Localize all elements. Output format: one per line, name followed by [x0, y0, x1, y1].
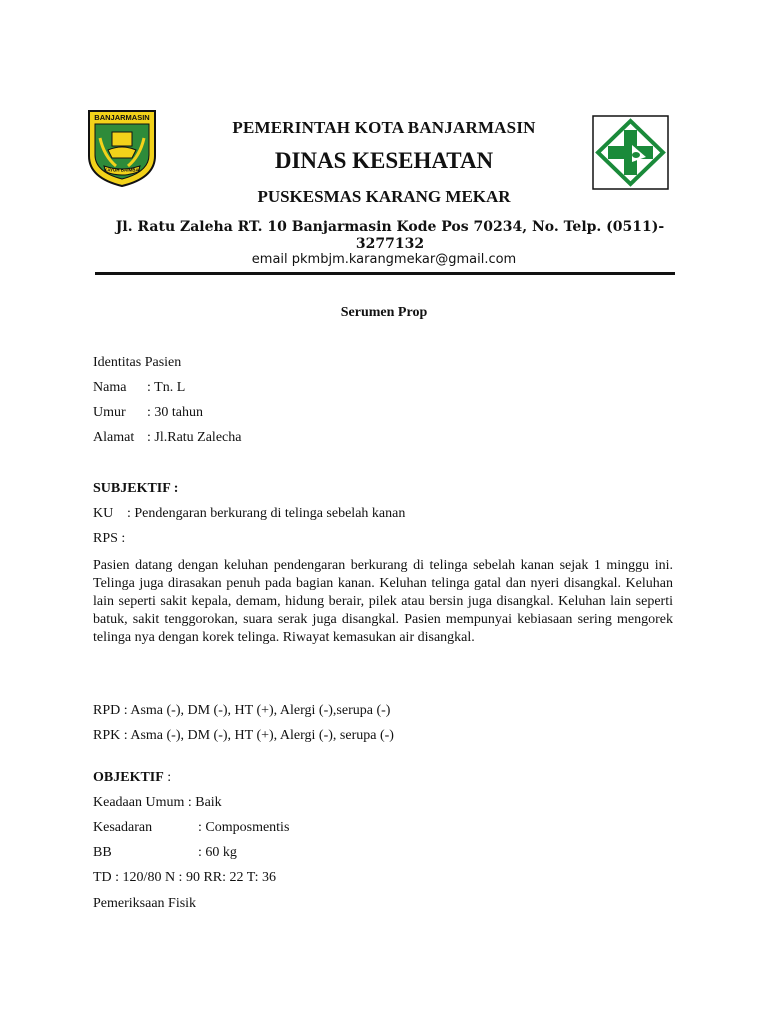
email-text: email pkmbjm.karangmekar@gmail.com: [251, 252, 517, 267]
objektif-heading: OBJEKTIF: [93, 770, 164, 785]
puskesmas-name: PUSKESMAS KARANG MEKAR: [257, 187, 511, 206]
subjektif-heading: SUBJEKTIF :: [93, 481, 179, 496]
kesadaran-value: : Composmentis: [198, 820, 290, 835]
name-value: : Tn. L: [147, 380, 186, 395]
document-title: Serumen Prop: [340, 305, 428, 320]
bb-row: [93, 845, 237, 861]
rpk-row: RPK : Asma (-), DM (-), HT (+), Alergi (-), serupa (-): [93, 728, 394, 743]
vitals-row: TD : 120/80 N : 90 RR: 22 T: 36: [93, 870, 276, 885]
objektif-heading-suffix: :: [163, 770, 172, 785]
address-text: Jl. Ratu Zaleha RT. 10 Banjarmasin Kode Pos 70234, No. Telp. (0511)- 3277132: [115, 219, 665, 252]
physical-exam-heading: Pemeriksaan Fisik: [93, 896, 197, 911]
bb-label: BB: [93, 845, 112, 860]
emblem-text-bottom: KAYUH BAIMBAI: [103, 167, 141, 173]
age-row: [93, 405, 203, 421]
kesadaran-row: [93, 820, 289, 836]
header-divider: [95, 272, 675, 275]
name-label: Nama: [93, 380, 127, 395]
rpd-row: RPD : Asma (-), DM (-), HT (+), Alergi (-),serupa (-): [93, 703, 391, 718]
age-label: Umur: [93, 405, 126, 420]
government-name: PEMERINTAH KOTA BANJARMASIN: [232, 118, 536, 137]
objektif-heading-row: [93, 770, 171, 786]
kesadaran-label: Kesadaran: [93, 820, 153, 835]
rps-paragraph: Pasien datang dengan keluhan pendengaran berkurang di telinga sebelah kanan sejak 1 minggu ini. Telinga juga dirasakan penuh pada bagian kanan. Keluhan telinga gatal dan nyeri disangkal. Keluhan lain seperti sakit kepala, demam, hidung berair, pilek atau bersin juga disangkal. Keluhan lain seperti batuk, sakit tenggorokan, suara serak juga disangkal. Pasien mempunyai kebiasaan sering mengorek telinga nya dengan korek telinga. Riwayat kemasukan air disangkal.: [93, 558, 673, 645]
ku-label: KU: [93, 506, 114, 521]
rps-label: RPS :: [93, 531, 126, 546]
identity-heading: Identitas Pasien: [93, 355, 182, 370]
age-value: : 30 tahun: [147, 405, 203, 420]
emblem-text-top: BANJARMASIN: [94, 113, 150, 122]
bb-value: : 60 kg: [198, 845, 237, 860]
keadaan-umum-row: Keadaan Umum : Baik: [93, 795, 222, 810]
address-row: [93, 430, 241, 446]
name-row: [93, 380, 185, 396]
ku-row: [93, 506, 405, 522]
department-name: DINAS KESEHATAN: [274, 148, 494, 173]
address-label: Alamat: [93, 430, 135, 445]
address-value: : Jl.Ratu Zalecha: [147, 430, 242, 445]
ku-value: : Pendengaran berkurang di telinga sebelah kanan: [127, 506, 406, 521]
